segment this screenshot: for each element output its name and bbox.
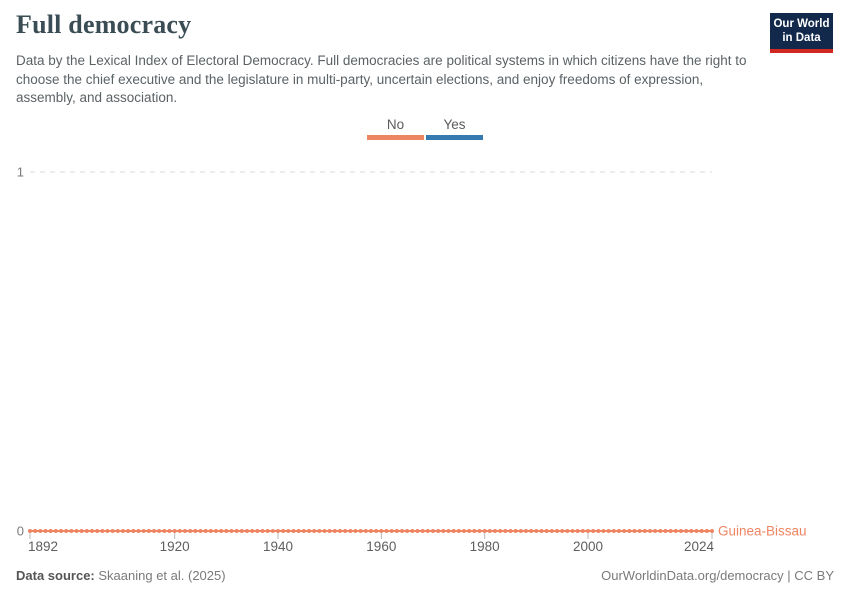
page-title: Full democracy <box>16 10 192 39</box>
series-line <box>28 529 714 533</box>
svg-text:2000: 2000 <box>572 539 604 554</box>
owid-logo-red-bar <box>770 49 833 53</box>
owid-logo[interactable] <box>770 13 833 53</box>
owid-logo-line2: in Data <box>782 31 821 44</box>
svg-text:1920: 1920 <box>159 539 190 554</box>
x-axis-tick-labels <box>28 539 714 554</box>
legend-swatch-yes <box>426 135 483 140</box>
svg-text:1940: 1940 <box>262 539 294 554</box>
legend-swatch-no <box>367 135 424 140</box>
svg-text:1: 1 <box>16 164 24 180</box>
owid-url-license-link[interactable]: OurWorldinData.org/democracy | CC BY <box>601 568 834 583</box>
svg-text:0: 0 <box>16 523 24 539</box>
legend-label-yes: Yes <box>443 117 466 132</box>
gridlines <box>30 172 712 531</box>
owid-logo-line1: Our World <box>773 18 830 30</box>
legend-label-no: No <box>386 117 405 132</box>
legend-item-yes[interactable] <box>426 117 483 140</box>
y-axis-tick-labels <box>17 165 24 539</box>
data-source <box>16 568 226 583</box>
svg-text:2024: 2024 <box>683 539 714 554</box>
legend <box>0 117 850 140</box>
chart-subtitle: Data by the Lexical Index of Electoral Democracy. Full democracies are political systems in which citizens have the right to choose the chief executive and the legislature in multi-party, uncertain elections, and enjoy freedoms of expression, assembly, and association. <box>16 53 747 105</box>
owid-logo-text <box>770 13 833 49</box>
chart-plot-area <box>0 150 850 570</box>
chart-footer <box>16 568 834 583</box>
svg-text:1960: 1960 <box>366 539 397 554</box>
data-source-label: Data source: <box>16 568 95 583</box>
series-entity-label: Guinea-Bissau <box>718 523 807 539</box>
legend-item-no[interactable] <box>367 117 424 140</box>
svg-text:1892: 1892 <box>28 539 59 554</box>
svg-text:1980: 1980 <box>469 539 500 554</box>
data-source-value: Skaaning et al. (2025) <box>98 568 226 583</box>
